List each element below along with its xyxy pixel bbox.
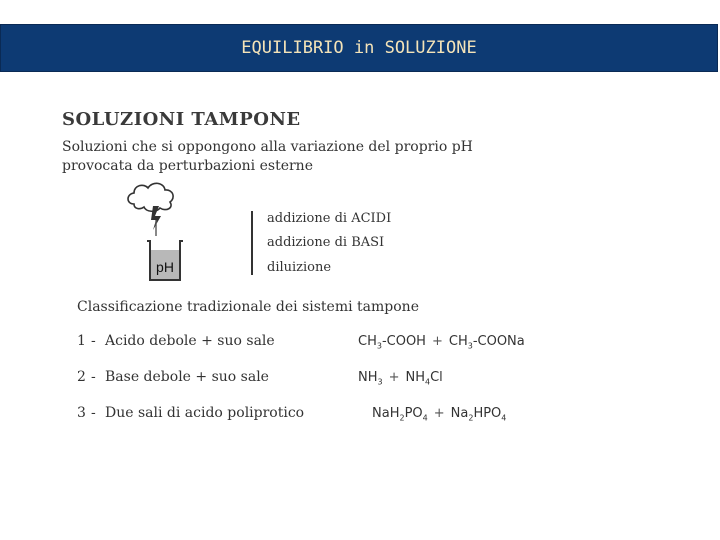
row-number: 3 bbox=[77, 405, 86, 421]
perturbation-bases: addizione di BASI bbox=[267, 235, 385, 250]
cloud-icon bbox=[128, 183, 173, 211]
perturbation-dilution: diluizione bbox=[267, 260, 332, 275]
perturbation-illustration bbox=[120, 178, 220, 283]
row-dash: - bbox=[91, 405, 96, 421]
bracket-line bbox=[251, 211, 253, 275]
row-number: 1 bbox=[77, 333, 86, 349]
beaker-label: pH bbox=[156, 259, 174, 275]
classification-heading: Classificazione tradizionale dei sistemi tampone bbox=[77, 299, 419, 315]
section-heading: SOLUZIONI TAMPONE bbox=[62, 109, 301, 130]
row-number: 2 bbox=[77, 369, 86, 385]
slide-title: EQUILIBRIO in SOLUZIONE bbox=[241, 38, 477, 58]
row-label-polyprotic: Due sali di acido poliprotico bbox=[105, 405, 305, 421]
perturbation-acids: addizione di ACIDI bbox=[267, 211, 392, 226]
title-bar bbox=[0, 24, 718, 72]
formula-phosphate-buffer: $NaH_2PO_4 + Na_2HPO_4$ bbox=[372, 406, 507, 423]
row-dash: - bbox=[91, 333, 96, 349]
description-line-2: provocata da perturbazioni esterne bbox=[62, 158, 313, 174]
row-label-weak-base: Base debole + suo sale bbox=[105, 369, 269, 385]
row-dash: - bbox=[91, 369, 96, 385]
row-label-weak-acid: Acido debole + suo sale bbox=[105, 333, 275, 349]
beaker-icon bbox=[147, 241, 183, 280]
lightning-icon bbox=[151, 206, 161, 236]
formula-acetic-buffer: $CH_3$-COOH + $CH_3$-COONa bbox=[358, 334, 525, 351]
formula-ammonia-buffer: $NH_3 + NH_4Cl$ bbox=[358, 370, 443, 387]
description-line-1: Soluzioni che si oppongono alla variazione del proprio pH bbox=[62, 139, 473, 155]
